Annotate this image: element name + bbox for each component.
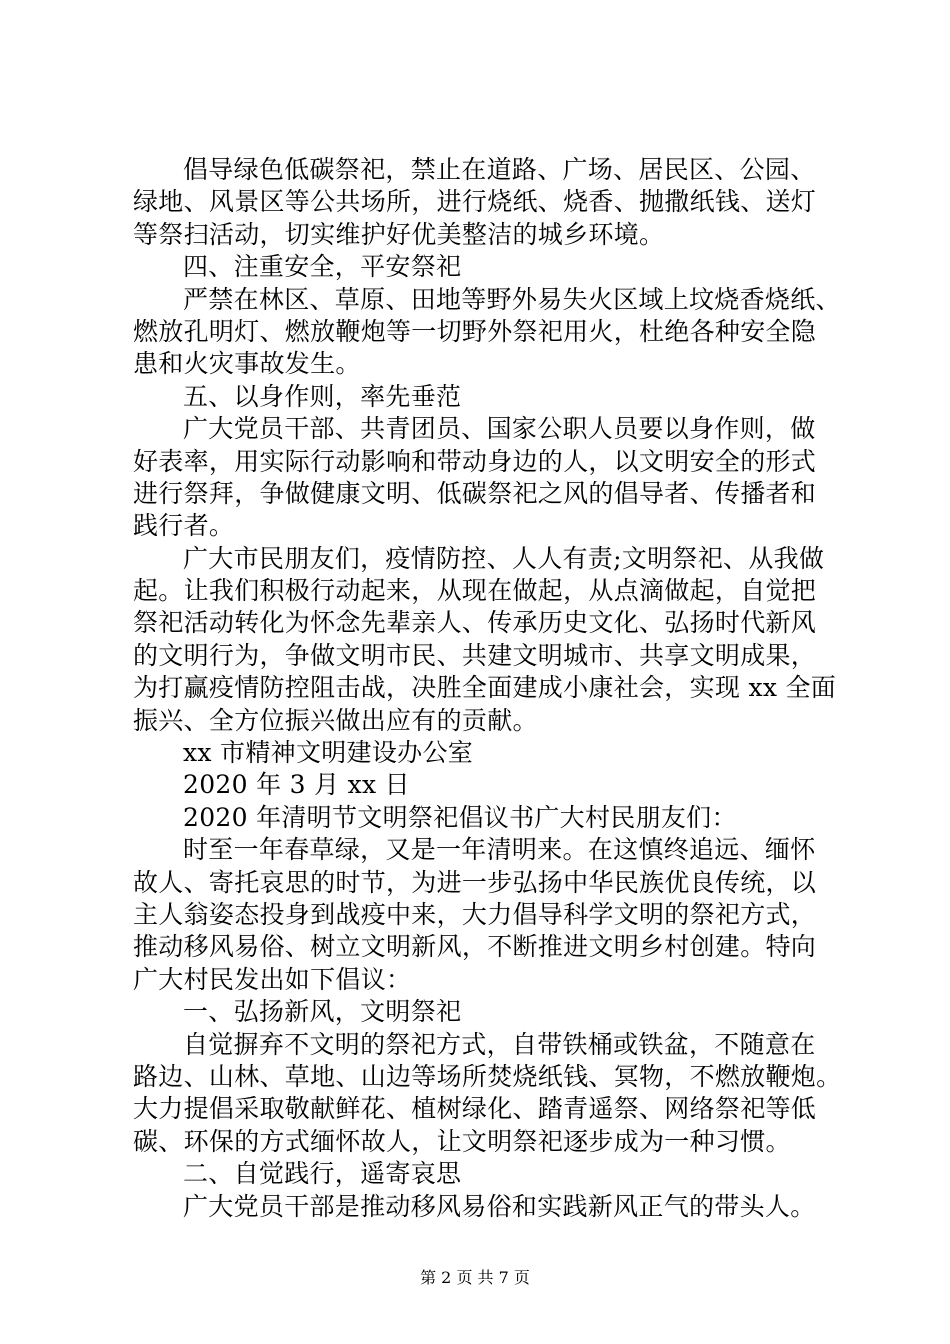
text-line: 患和火灾事故发生。 <box>133 349 361 379</box>
text-line: 主人翁姿态投身到战疫中来，大力倡导科学文明的祭祀方式， <box>133 899 817 929</box>
section-heading: 四、注重安全，平安祭祀 <box>183 252 462 282</box>
text-line: 大力提倡采取敬献鲜花、植树绿化、踏青遥祭、网络祭祀等低 <box>133 1094 817 1124</box>
text-line: 祭祀活动转化为怀念先辈亲人、传承历史文化、弘扬时代新风 <box>133 608 817 638</box>
text-line: 故人、寄托哀思的时节，为进一步弘扬中华民族优良传统，以 <box>133 867 817 897</box>
text-line: 碳、环保的方式缅怀故人，让文明祭祀逐步成为一种习惯。 <box>133 1126 791 1156</box>
document-title: 2020 年清明节文明祭祀倡议书广大村民朋友们： <box>183 802 737 832</box>
text-line: 的文明行为，争做文明市民、共建文明城市、共享文明成果， <box>133 640 817 670</box>
text-line: 自觉摒弃不文明的祭祀方式，自带铁桶或铁盆，不随意在 <box>183 1029 816 1059</box>
section-heading: 二、自觉践行，遥寄哀思 <box>183 1159 462 1189</box>
text-line: 践行者。 <box>133 511 235 541</box>
text-line: 推动移风易俗、树立文明新风，不断推进文明乡村创建。特向 <box>133 932 817 962</box>
text-line: 路边、山林、草地、山边等场所焚烧纸钱、冥物，不燃放鞭炮。 <box>133 1061 842 1091</box>
signature-org: xx 市精神文明建设办公室 <box>183 738 474 768</box>
text-line: 时至一年春草绿，又是一年清明来。在这慎终追远、缅怀 <box>183 835 816 865</box>
section-heading: 一、弘扬新风，文明祭祀 <box>183 997 462 1027</box>
text-line: 振兴、全方位振兴做出应有的贡献。 <box>133 705 538 735</box>
section-heading: 五、以身作则，率先垂范 <box>183 381 462 411</box>
signature-date: 2020 年 3 月 xx 日 <box>183 770 410 800</box>
text-line: 等祭扫活动，切实维护好优美整洁的城乡环境。 <box>133 219 665 249</box>
text-line: 起。让我们积极行动起来，从现在做起，从点滴做起，自觉把 <box>133 576 817 606</box>
text-line: 广大村民发出如下倡议： <box>133 964 412 994</box>
text-line: 广大党员干部是推动移风易俗和实践新风正气的带头人。 <box>183 1191 816 1221</box>
text-line: 广大党员干部、共青团员、国家公职人员要以身作则，做 <box>183 414 816 444</box>
text-line: 进行祭拜，争做健康文明、低碳祭祀之风的倡导者、传播者和 <box>133 478 817 508</box>
text-line: 为打赢疫情防控阻击战，决胜全面建成小康社会，实现 xx 全面 <box>133 673 837 703</box>
text-line: 好表率，用实际行动影响和带动身边的人，以文明安全的形式 <box>133 446 817 476</box>
text-line: 倡导绿色低碳祭祀，禁止在道路、广场、居民区、公园、 <box>183 155 816 184</box>
text-line: 严禁在林区、草原、田地等野外易失火区域上坟烧香烧纸、 <box>183 284 841 314</box>
text-line: 绿地、风景区等公共场所，进行烧纸、烧香、抛撒纸钱、送灯 <box>133 187 817 217</box>
page-number-footer: 第 2 页 共 7 页 <box>420 1268 530 1287</box>
document-body <box>133 154 842 1223</box>
text-line: 燃放孔明灯、燃放鞭炮等一切野外祭祀用火，杜绝各种安全隐 <box>133 316 817 346</box>
text-line: 广大市民朋友们，疫情防控、人人有责;文明祭祀、从我做 <box>183 543 825 573</box>
